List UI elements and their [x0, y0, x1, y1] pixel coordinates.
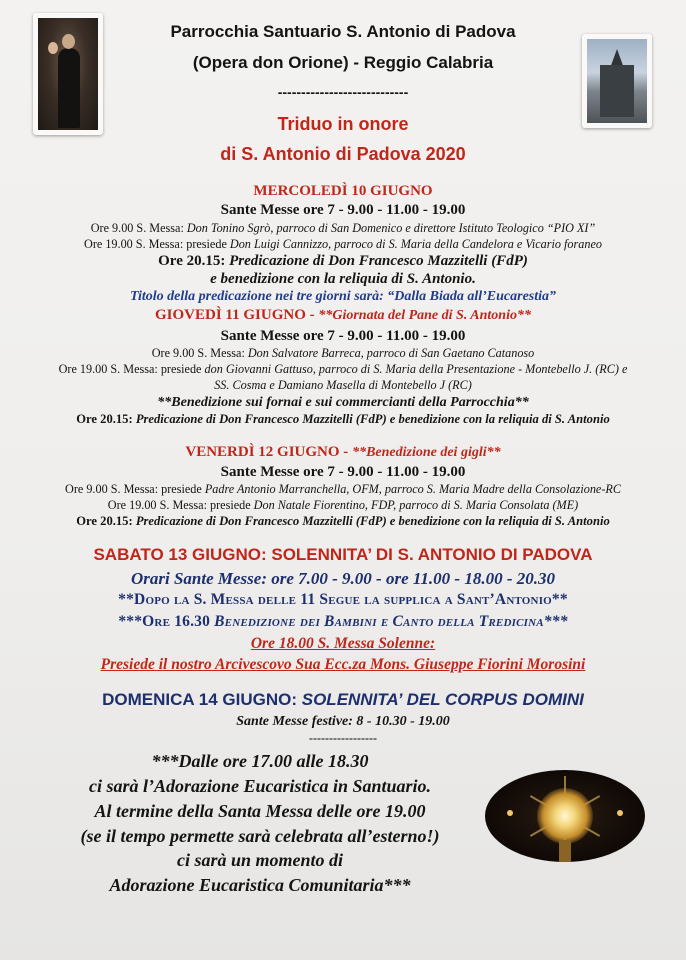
friday-line-2-prefix: Ore 19.00 S. Messa: presiede	[107, 498, 254, 512]
church-image	[587, 39, 647, 123]
wednesday-line-2-text: Don Luigi Cannizzo, parroco di S. Maria della Candelora e Vicario foraneo	[229, 237, 602, 251]
sunday-separator: -----------------	[309, 731, 377, 745]
friday-line-1	[0, 482, 686, 497]
wednesday-masses: Sante Messe ore 7 - 9.00 - 11.00 - 19.00	[220, 202, 466, 218]
saturday-supplica: **Dopo la S. Messa delle 11 Segue la supplica a Sant’Antonio**	[118, 591, 568, 608]
candle-light	[617, 810, 623, 816]
saturday-solemn-mass: Ore 18.00 S. Messa Solenne:	[250, 635, 436, 652]
wednesday-line-2	[0, 237, 686, 252]
adoration-line-6: Adorazione Eucaristica Comunitaria***	[109, 875, 411, 895]
sunday-heading-main: DOMENICA 14 GIUGNO:	[102, 690, 302, 709]
sunday-masses: Sante Messe festive: 8 - 10.30 - 19.00	[236, 714, 450, 729]
header-separator: ----------------------------	[277, 84, 409, 100]
candle-light	[507, 810, 513, 816]
wednesday-line-4: e benedizione con la reliquia di S. Antonio.	[210, 271, 476, 287]
saturday-heading: SABATO 13 GIUGNO: SOLENNITA’ DI S. ANTONIO DI PADOVA	[93, 545, 593, 564]
saturday-archbishop: Presiede il nostro Arcivescovo Sua Ecc.za Mons. Giuseppe Fiorini Morosini	[100, 656, 586, 673]
thursday-line-2	[0, 362, 686, 377]
saturday-children-text: Benedizione dei Bambini e Canto della Tredicina***	[214, 613, 568, 630]
thursday-line-5-text: Predicazione di Don Francesco Mazzitelli (FdP) e benedizione con la reliquia di S. Antonio	[135, 412, 610, 426]
sunday-heading	[0, 690, 686, 710]
saturday-mass-times: Orari Sante Messe: ore 7.00 - 9.00 - ore 11.00 - 18.00 - 20.30	[130, 569, 556, 588]
title-line-2: di S. Antonio di Padova 2020	[220, 144, 466, 164]
friday-line-2	[0, 498, 686, 513]
adoration-line-2: ci sarà l’Adorazione Eucaristica in Santuario.	[88, 776, 432, 796]
monstrance-base	[559, 840, 571, 862]
parish-name: Parrocchia Santuario S. Antonio di Padova	[170, 22, 516, 41]
wednesday-line-1-prefix: Ore 9.00 S. Messa:	[90, 221, 187, 235]
preaching-title: Titolo della predicazione nei tre giorni sarà: “Dalla Biada all’Eucarestia”	[129, 289, 557, 304]
thursday-line-1-prefix: Ore 9.00 S. Messa:	[151, 346, 248, 360]
thursday-heading	[0, 307, 686, 324]
saturday-children-prefix: ***Ore 16.30	[118, 613, 215, 630]
friday-masses: Sante Messe ore 7 - 9.00 - 11.00 - 19.00	[220, 464, 466, 480]
friday-line-2-text: Don Natale Fiorentino, FDP, parroco di S. Maria Consolata (ME)	[253, 498, 579, 512]
friday-line-3-prefix: Ore 20.15:	[76, 514, 136, 528]
friday-line-1-text: Padre Antonio Marranchella, OFM, parroco S. Maria Madre della Consolazione-RC	[204, 482, 621, 496]
wednesday-line-3	[0, 253, 686, 270]
title-line-1: Triduo in onore	[277, 114, 409, 134]
wednesday-line-3-text: Predicazione di Don Francesco Mazzitelli (FdP)	[229, 253, 528, 269]
friday-line-3-text: Predicazione di Don Francesco Mazzitelli (FdP) e benedizione con la reliquia di S. Antonio	[135, 514, 610, 528]
thursday-line-1	[0, 346, 686, 361]
wednesday-line-2-prefix: Ore 19.00 S. Messa: presiede	[84, 237, 230, 251]
friday-line-1-prefix: Ore 9.00 S. Messa: presiede	[65, 482, 205, 496]
thursday-line-2-text: don Giovanni Gattuso, parroco di S. Maria della Presentazione - Montebello J. (RC) e	[204, 362, 628, 376]
wednesday-line-3-prefix: Ore 20.15:	[158, 253, 230, 269]
monstrance-glow	[537, 788, 593, 844]
adoration-line-3: Al termine della Santa Messa delle ore 19.00	[94, 801, 426, 821]
thursday-masses: Sante Messe ore 7 - 9.00 - 11.00 - 19.00	[220, 328, 466, 344]
saturday-children-blessing	[0, 613, 686, 631]
adoration-line-1: ***Dalle ore 17.00 alle 18.30	[151, 751, 369, 771]
sunday-heading-sub: SOLENNITA’ DEL CORPUS DOMINI	[301, 690, 584, 709]
wednesday-line-1-text: Don Tonino Sgrò, parroco di San Domenico e direttore Istituto Teologico “PIO XI”	[186, 221, 596, 235]
thursday-line-5	[0, 412, 686, 427]
adoration-line-5: ci sarà un momento di	[176, 850, 344, 870]
friday-line-3	[0, 514, 686, 529]
wednesday-heading: MERCOLEDÌ 10 GIUGNO	[253, 183, 433, 199]
eucharistic-monstrance-photo	[485, 770, 645, 862]
thursday-heading-main: GIOVEDÌ 11 GIUGNO -	[155, 307, 319, 323]
wednesday-line-1	[0, 221, 686, 236]
thursday-heading-sub: **Giornata del Pane di S. Antonio**	[318, 308, 531, 323]
adoration-line-4: (se il tempo permette sarà celebrata all’esterno!)	[80, 826, 440, 846]
friday-heading-main: VENERDÌ 12 GIUGNO -	[185, 444, 353, 460]
thursday-line-5-prefix: Ore 20.15:	[76, 412, 136, 426]
thursday-line-2-prefix: Ore 19.00 S. Messa: presiede	[58, 362, 205, 376]
parish-subtitle: (Opera don Orione) - Reggio Calabria	[192, 53, 494, 72]
thursday-line-1-text: Don Salvatore Barreca, parroco di San Gaetano Catanoso	[247, 346, 535, 360]
friday-heading-sub: **Benedizione dei gigli**	[352, 445, 501, 460]
thursday-line-4: **Benedizione sui fornai e sui commercianti della Parrocchia**	[157, 395, 529, 410]
friday-heading	[0, 444, 686, 461]
thursday-line-3: SS. Cosma e Damiano Masella di Montebello J (RC)	[214, 378, 472, 392]
